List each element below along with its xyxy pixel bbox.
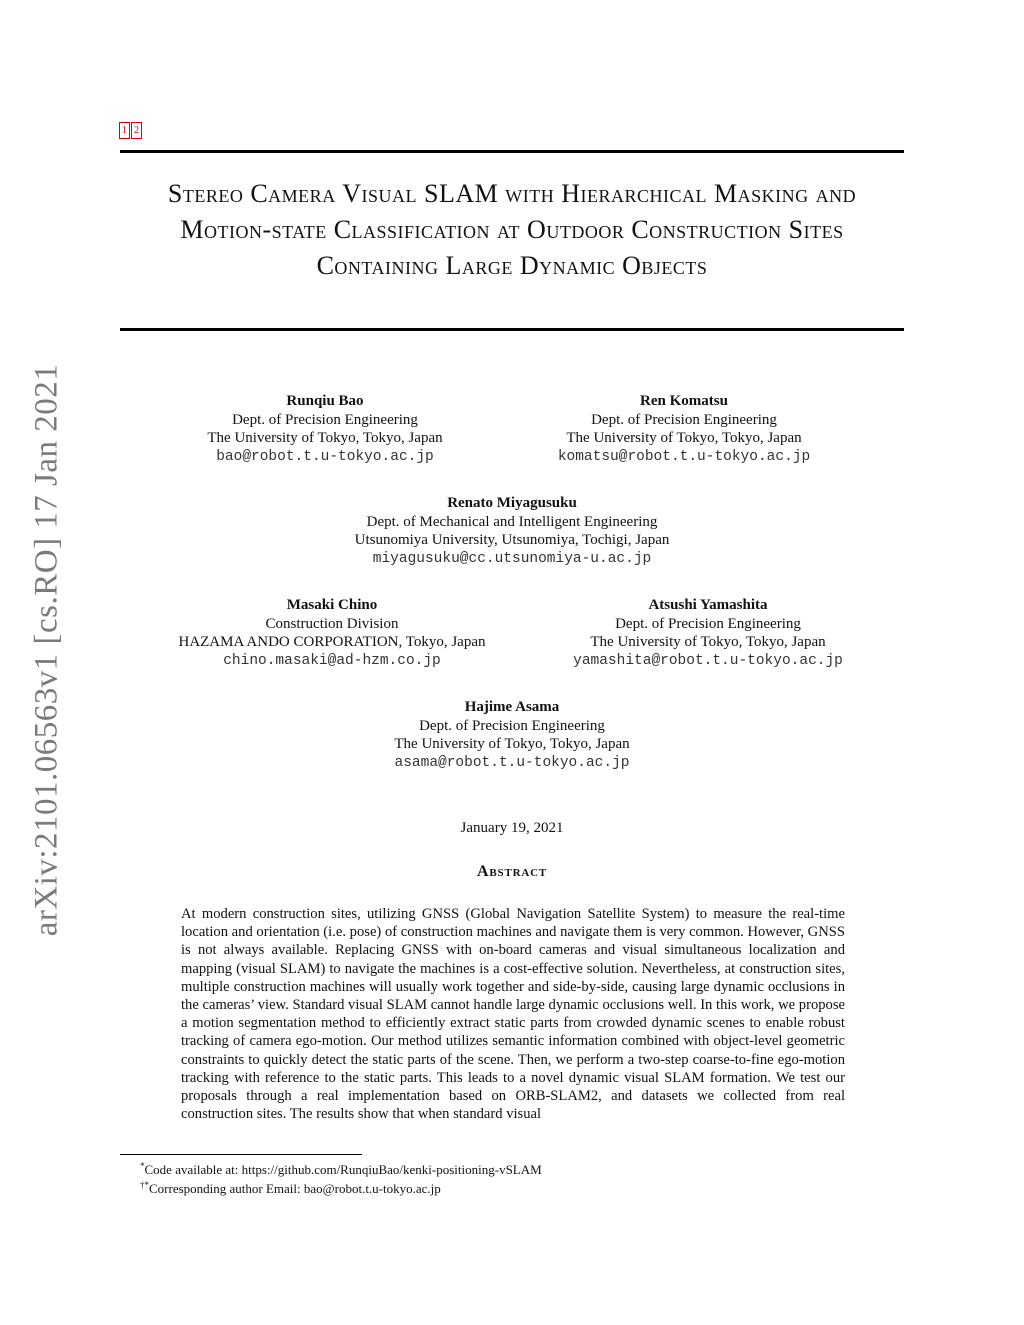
- author-name: Ren Komatsu: [640, 393, 728, 409]
- author-affiliation: HAZAMA ANDO CORPORATION, Tokyo, Japan: [178, 634, 486, 650]
- author-name: Runqiu Bao: [286, 393, 364, 409]
- abstract-heading: Abstract: [477, 863, 547, 880]
- author-name: Masaki Chino: [286, 597, 378, 613]
- author-email[interactable]: bao@robot.t.u-tokyo.ac.jp: [216, 448, 434, 465]
- footnote: [140, 1158, 542, 1178]
- abstract-text: At modern construction sites, utilizing GNSS (Global Navigation Satellite System) to measure the real-time location and orientation (i.e. pose) of construction machines and navigate them is very common. However, GNSS is not always available. Replacing GNSS with on-board cameras and visual simultaneous localization and mapping (visual SLAM) to navigate the machines is a cost-effective solution. Nevertheless, at construction sites, multiple construction machines will usually work together and side-by-side, causing large dynamic occlusions in the cameras’ view. Standard visual SLAM cannot handle large dynamic occlusions well. In this work, we propose a motion segmentation method to efficiently extract static parts from crowded dynamic scenes to enable robust tracking of camera ego-motion. Our method utilizes semantic information combined with object-level geometric constraints to quickly detect the static parts of the scene. Then, we perform a two-step coarse-to-fine ego-motion tracking with reference to the static parts. This leads to a novel dynamic visual SLAM formation. We test our proposals through a real implementation based on ORB-SLAM2, and datasets we collected from real construction sites. The results show that when standard visual: [181, 906, 845, 1123]
- author-block: [355, 494, 670, 568]
- paper-title: Stereo Camera Visual SLAM with Hierarchical Masking and Motion-state Classification at Outdoor Construction Sites Containing Large Dynamic Objects: [167, 179, 857, 280]
- author-affiliation: The University of Tokyo, Tokyo, Japan: [590, 634, 826, 650]
- title-top-rule: [120, 150, 904, 153]
- author-name: Renato Miyagusuku: [447, 495, 577, 511]
- header-mark[interactable]: 1: [119, 122, 130, 139]
- footnote-text[interactable]: Code available at: https://github.com/RunqiuBao/kenki-positioning-vSLAM: [144, 1162, 542, 1177]
- author-affiliation: Dept. of Precision Engineering: [232, 411, 418, 428]
- author-block: [394, 698, 629, 772]
- author-affiliation: Dept. of Precision Engineering: [615, 615, 801, 632]
- author-affiliation: Dept. of Mechanical and Intelligent Engineering: [366, 513, 658, 530]
- author-affiliation: Dept. of Precision Engineering: [591, 411, 777, 428]
- title-bottom-rule: [120, 328, 904, 331]
- footnote-marker: *: [140, 1161, 145, 1171]
- author-block: [178, 596, 485, 670]
- footnote-divider: [120, 1154, 362, 1155]
- footnote: [140, 1177, 441, 1197]
- author-email[interactable]: komatsu@robot.t.u-tokyo.ac.jp: [557, 448, 811, 465]
- paper-date: January 19, 2021: [460, 820, 564, 836]
- footnote-text: Corresponding author Email: bao@robot.t.u-tokyo.ac.jp: [149, 1181, 441, 1196]
- header-mark[interactable]: 2: [131, 122, 142, 139]
- author-block: [207, 392, 442, 466]
- arxiv-identifier: arXiv:2101.06563v1 [cs.RO] 17 Jan 2021: [28, 363, 65, 937]
- author-block: [558, 392, 810, 466]
- author-email[interactable]: chino.masaki@ad-hzm.co.jp: [223, 652, 441, 669]
- author-name: Hajime Asama: [464, 699, 560, 715]
- author-name: Atsushi Yamashita: [648, 597, 768, 613]
- author-email[interactable]: miyagusuku@cc.utsunomiya-u.ac.jp: [372, 550, 652, 567]
- footnote-marker: †*: [140, 1180, 149, 1190]
- author-affiliation: The University of Tokyo, Tokyo, Japan: [566, 430, 802, 446]
- author-affiliation: Construction Division: [265, 615, 399, 632]
- author-affiliation: Utsunomiya University, Utsunomiya, Tochigi, Japan: [354, 532, 670, 548]
- author-email[interactable]: yamashita@robot.t.u-tokyo.ac.jp: [573, 652, 843, 669]
- author-affiliation: The University of Tokyo, Tokyo, Japan: [394, 736, 630, 752]
- author-affiliation: Dept. of Precision Engineering: [419, 717, 605, 734]
- author-email[interactable]: asama@robot.t.u-tokyo.ac.jp: [394, 754, 630, 771]
- header-marks: [119, 122, 142, 139]
- author-affiliation: The University of Tokyo, Tokyo, Japan: [207, 430, 443, 446]
- author-block: [573, 596, 843, 670]
